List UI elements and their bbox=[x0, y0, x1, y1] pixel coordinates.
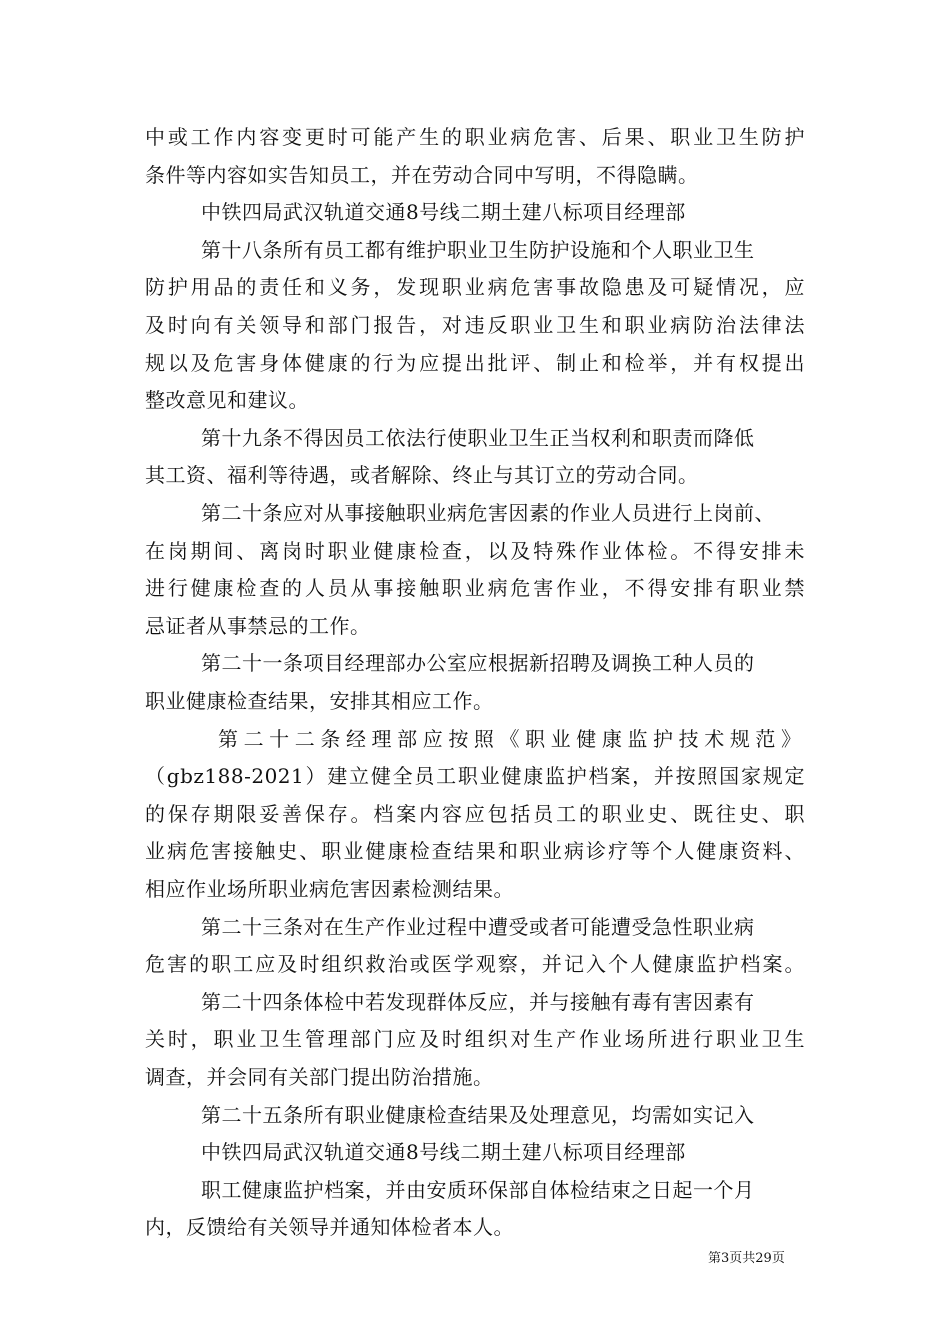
text-line: 第二十三条对在生产作业过程中遭受或者可能遭受急性职业病 bbox=[201, 915, 755, 939]
text-line: 第十八条所有员工都有维护职业卫生防护设施和个人职业卫生 bbox=[201, 238, 755, 262]
text-line: 第二十一条项目经理部办公室应根据新招聘及调换工种人员的 bbox=[201, 651, 755, 675]
text-line: 关时，职业卫生管理部门应及时组织对生产作业场所进行职业卫生 bbox=[145, 1027, 805, 1051]
text-line: 内，反馈给有关领导并通知体检者本人。 bbox=[145, 1215, 514, 1239]
text-line: 相应作业场所职业病危害因素检测结果。 bbox=[145, 877, 514, 901]
text-line: 第二十四条体检中若发现群体反应，并与接触有毒有害因素有 bbox=[201, 990, 755, 1014]
text-line: 第二十条应对从事接触职业病危害因素的作业人员进行上岗前、 bbox=[201, 501, 775, 525]
text-line: 忌证者从事禁忌的工作。 bbox=[145, 614, 371, 638]
text-line: 规以及危害身体健康的行为应提出批评、制止和检举，并有权提出 bbox=[145, 351, 805, 375]
text-line: 条件等内容如实告知员工，并在劳动合同中写明，不得隐瞒。 bbox=[145, 163, 699, 187]
text-line: 调查，并会同有关部门提出防治措施。 bbox=[145, 1065, 494, 1089]
text-line: 其工资、福利等待遇，或者解除、终止与其订立的劳动合同。 bbox=[145, 463, 699, 487]
text-line: 第二十二条经理部应按照《职业健康监护技术规范》 bbox=[218, 727, 805, 751]
text-line: 业病危害接触史、职业健康检查结果和职业病诊疗等个人健康资料、 bbox=[145, 839, 805, 863]
text-line: 的保存期限妥善保存。档案内容应包括员工的职业史、既往史、职 bbox=[145, 802, 805, 826]
text-line: 中或工作内容变更时可能产生的职业病危害、后果、职业卫生防护 bbox=[145, 125, 805, 149]
text-line: 危害的职工应及时组织救治或医学观察，并记入个人健康监护档案。 bbox=[145, 952, 805, 976]
text-line: 职工健康监护档案，并由安质环保部自体检结束之日起一个月 bbox=[201, 1178, 755, 1202]
text-line: （gbz188-2021）建立健全员工职业健康监护档案，并按照国家规定 bbox=[145, 764, 805, 788]
text-line: 在岗期间、离岗时职业健康检查，以及特殊作业体检。不得安排未 bbox=[145, 539, 805, 563]
text-line: 职业健康检查结果，安排其相应工作。 bbox=[145, 689, 494, 713]
header-line: 中铁四局武汉轨道交通8号线二期土建八标项目经理部 bbox=[201, 1140, 686, 1164]
text-line: 及时向有关领导和部门报告，对违反职业卫生和职业病防治法律法 bbox=[145, 313, 805, 337]
text-line: 第十九条不得因员工依法行使职业卫生正当权利和职责而降低 bbox=[201, 426, 755, 450]
page-number: 第3页共29页 bbox=[708, 1251, 785, 1266]
header-line: 中铁四局武汉轨道交通8号线二期土建八标项目经理部 bbox=[201, 200, 686, 224]
text-line: 进行健康检查的人员从事接触职业病危害作业，不得安排有职业禁 bbox=[145, 576, 805, 600]
text-line: 防护用品的责任和义务，发现职业病危害事故隐患及可疑情况，应 bbox=[145, 275, 805, 299]
text-line: 整改意见和建议。 bbox=[145, 388, 309, 412]
text-line: 第二十五条所有职业健康检查结果及处理意见，均需如实记入 bbox=[201, 1103, 755, 1127]
